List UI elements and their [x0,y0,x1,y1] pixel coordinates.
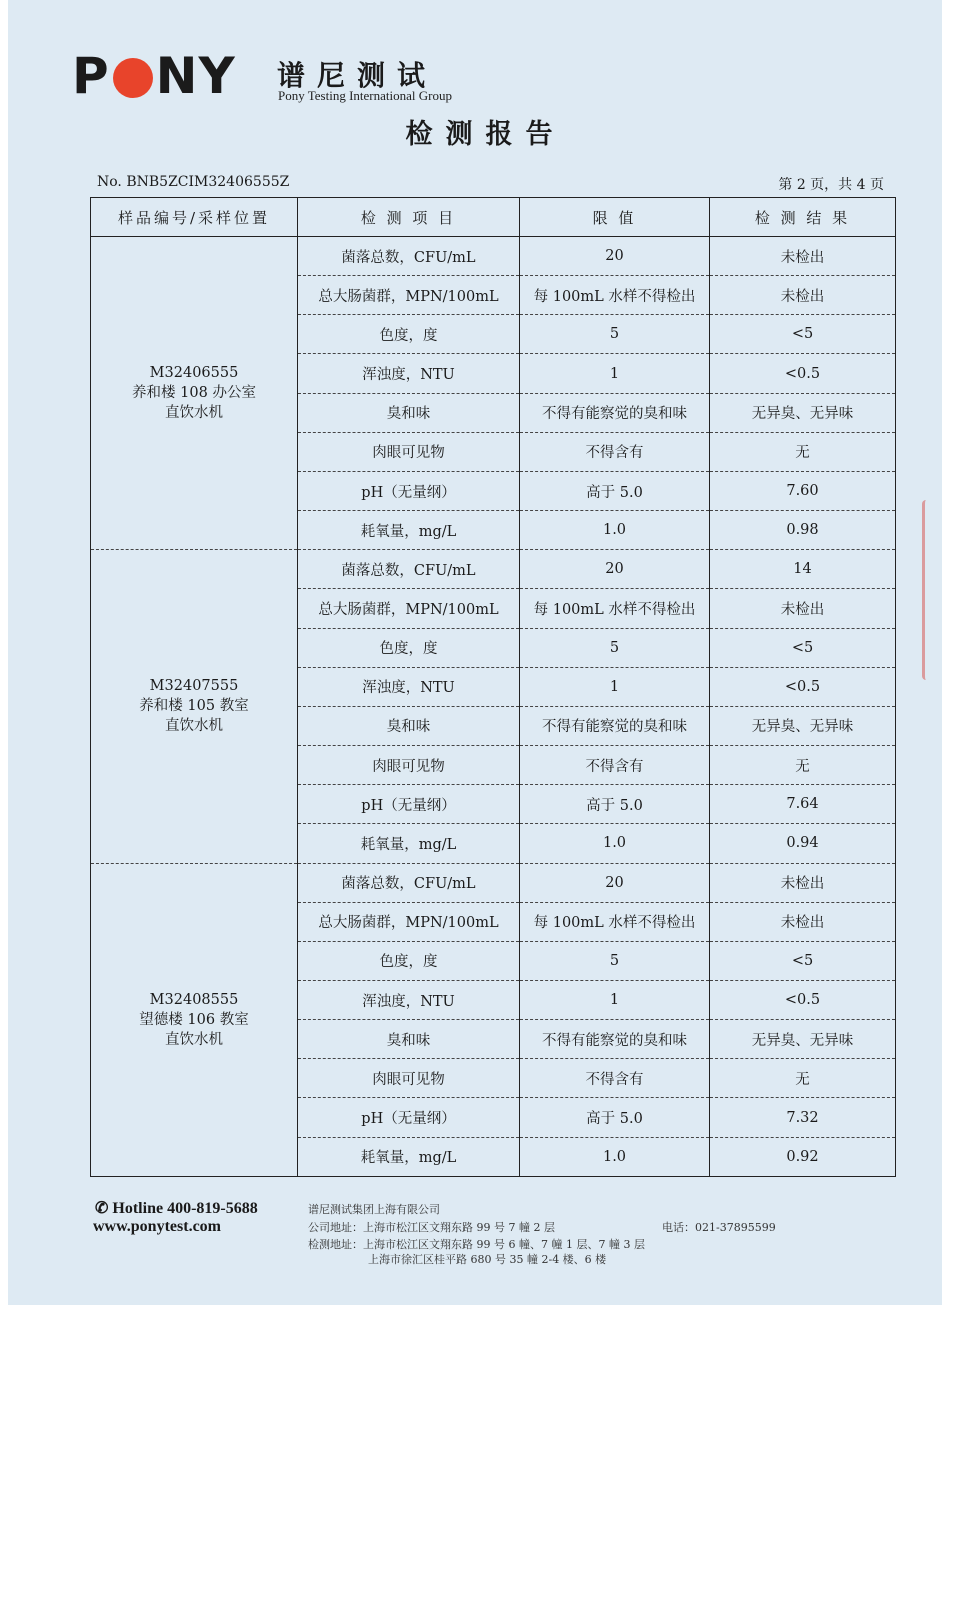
column-header-limit: 限 值 [520,198,710,237]
sample-cell [91,863,298,1177]
test-item: 臭和味 [298,706,520,745]
logo-wordmark: P NY [72,47,236,105]
limit-value: 1 [520,667,710,706]
limit-value: 高于 5.0 [520,785,710,824]
test-item: 耗氧量，mg/L [298,1137,520,1176]
test-result: 未检出 [710,237,896,276]
limit-value: 1 [520,354,710,393]
test-item: 耗氧量，mg/L [298,511,520,550]
limit-value: 每 100mL 水样不得检出 [520,276,710,315]
column-header-item: 检 测 项 目 [298,198,520,237]
test-item: 色度，度 [298,628,520,667]
test-result: 0.94 [710,824,896,863]
report-title: 检测报告 [405,119,566,150]
results-table [90,197,896,1177]
logo-english-name: Pony Testing International Group [278,88,452,103]
limit-value: 每 100mL 水样不得检出 [520,589,710,628]
test-result: 无异臭、无异味 [710,706,896,745]
limit-value: 1.0 [520,1137,710,1176]
footer-hotline: ✆ Hotline 400-819-5688 [95,1200,258,1217]
sample-id: M32406555 [149,365,239,382]
limit-value: 20 [520,237,710,276]
sample-location: 望德楼 106 教室 [139,1011,249,1028]
test-result: 7.32 [710,1098,896,1137]
test-item: 色度，度 [298,941,520,980]
limit-value: 不得含有 [520,1059,710,1098]
sample-cell [91,237,298,550]
limit-value: 不得有能察觉的臭和味 [520,706,710,745]
test-item: 菌落总数，CFU/mL [298,863,520,902]
column-header-result: 检 测 结 果 [710,198,896,237]
limit-value: 高于 5.0 [520,471,710,510]
test-item: 总大肠菌群，MPN/100mL [298,276,520,315]
table-row [91,550,896,589]
test-result: <5 [710,941,896,980]
limit-value: 不得含有 [520,432,710,471]
test-item: 菌落总数，CFU/mL [298,237,520,276]
footer-address: 公司地址：上海市松江区文翔东路 99 号 7 幢 2 层 [308,1221,555,1234]
test-item: 肉眼可见物 [298,1059,520,1098]
test-result: 未检出 [710,863,896,902]
company-logo [72,47,492,108]
footer-website: www.ponytest.com [93,1218,221,1235]
footer-lab-address: 检测地址：上海市松江区文翔东路 99 号 6 幢、7 幢 1 层、7 幢 3 层 [308,1238,645,1251]
test-item: 色度，度 [298,315,520,354]
limit-value: 不得有能察觉的臭和味 [520,1020,710,1059]
test-result: 无 [710,432,896,471]
limit-value: 5 [520,315,710,354]
test-item: pH（无量纲） [298,785,520,824]
limit-value: 不得有能察觉的臭和味 [520,393,710,432]
table-row [91,237,896,276]
test-result: 0.98 [710,511,896,550]
test-result: <0.5 [710,980,896,1019]
column-header-sample: 样品编号/采样位置 [91,198,298,237]
limit-value: 5 [520,941,710,980]
table-row [91,863,896,902]
test-item: 浑浊度，NTU [298,980,520,1019]
limit-value: 1.0 [520,824,710,863]
footer-lab-address-2: 上海市徐汇区桂平路 680 号 35 幢 2-4 楼、6 楼 [368,1253,607,1266]
table-header-row [91,198,896,237]
logo-o-mark [113,58,153,98]
sample-location: 养和楼 105 教室 [139,698,249,715]
sample-id: M32407555 [149,678,239,695]
limit-value: 1 [520,980,710,1019]
test-result: 7.64 [710,785,896,824]
test-result: 无异臭、无异味 [710,393,896,432]
limit-value: 1.0 [520,511,710,550]
test-result: 无 [710,746,896,785]
sample-device: 直饮水机 [165,718,223,735]
test-result: 7.60 [710,471,896,510]
page-indicator: 第 2 页，共 4 页 [778,177,884,193]
test-item: 肉眼可见物 [298,746,520,785]
test-item: 浑浊度，NTU [298,667,520,706]
sample-id: M32408555 [149,991,239,1008]
test-result: 0.92 [710,1137,896,1176]
limit-value: 20 [520,863,710,902]
test-item: 臭和味 [298,1020,520,1059]
test-item: pH（无量纲） [298,1098,520,1137]
test-result: <0.5 [710,354,896,393]
test-result: 未检出 [710,276,896,315]
seal-stamp-edge [922,500,945,680]
test-item: 总大肠菌群，MPN/100mL [298,902,520,941]
limit-value: 高于 5.0 [520,1098,710,1137]
test-result: 无 [710,1059,896,1098]
test-result: 无异臭、无异味 [710,1020,896,1059]
sample-device: 直饮水机 [165,1031,223,1048]
footer-telephone: 电话：021-37895599 [662,1221,776,1234]
test-item: 臭和味 [298,393,520,432]
sample-cell [91,550,298,863]
logo-chinese-name: 谱尼测试 [277,59,438,92]
limit-value: 每 100mL 水样不得检出 [520,902,710,941]
test-result: <5 [710,628,896,667]
sample-device: 直饮水机 [165,405,223,422]
test-item: 总大肠菌群，MPN/100mL [298,589,520,628]
sample-location: 养和楼 108 办公室 [132,385,256,402]
test-item: pH（无量纲） [298,471,520,510]
test-result: 14 [710,550,896,589]
test-item: 菌落总数，CFU/mL [298,550,520,589]
test-result: <5 [710,315,896,354]
test-item: 耗氧量，mg/L [298,824,520,863]
test-result: <0.5 [710,667,896,706]
limit-value: 20 [520,550,710,589]
test-item: 浑浊度，NTU [298,354,520,393]
test-result: 未检出 [710,902,896,941]
limit-value: 不得含有 [520,746,710,785]
limit-value: 5 [520,628,710,667]
report-number: No. BNB5ZCIM32406555Z [97,174,290,190]
test-result: 未检出 [710,589,896,628]
footer-company: 谱尼测试集团上海有限公司 [308,1203,440,1216]
test-item: 肉眼可见物 [298,432,520,471]
